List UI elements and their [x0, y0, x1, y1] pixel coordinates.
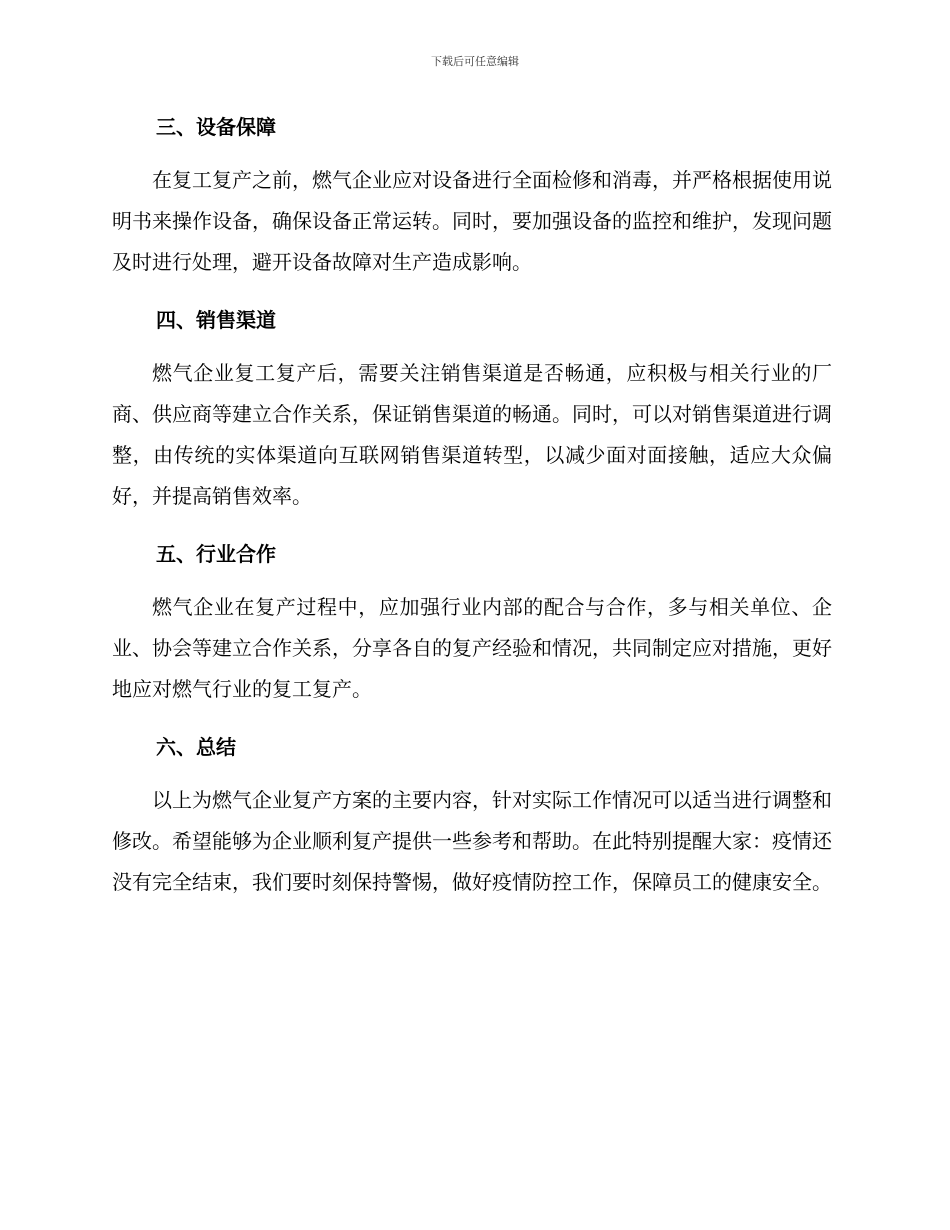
section-paragraph: 燃气企业在复产过程中，应加强行业内部的配合与合作，多与相关单位、企业、协会等建立合作关系，分享各自的复产经验和情况，共同制定应对措施，更好地应对燃气行业的复工复产。 — [112, 595, 832, 701]
section-industry-cooperation — [112, 539, 832, 710]
section-paragraph: 在复工复产之前，燃气企业应对设备进行全面检修和消毒，并严格根据使用说明书来操作设备，确保设备正常运转。同时，要加强设备的监控和维护，发现问题及时进行处理，避开设备故障对生产造成影响。 — [112, 168, 832, 274]
section-sales-channels — [112, 305, 832, 517]
section-heading: 三、设备保障 — [156, 115, 276, 139]
section-equipment — [112, 112, 832, 283]
section-summary — [112, 732, 832, 903]
section-heading: 五、行业合作 — [156, 542, 276, 566]
page-header-note: 下载后可任意编辑 — [431, 55, 519, 68]
section-heading: 六、总结 — [156, 735, 236, 759]
section-paragraph: 燃气企业复工复产后，需要关注销售渠道是否畅通，应积极与相关行业的厂商、供应商等建立合作关系，保证销售渠道的畅通。同时，可以对销售渠道进行调整，由传统的实体渠道向互联网销售渠道转型，以减少面对面接触，适应大众偏好，并提高销售效率。 — [112, 361, 832, 508]
document-body — [112, 112, 832, 925]
section-paragraph: 以上为燃气企业复产方案的主要内容，针对实际工作情况可以适当进行调整和修改。希望能够为企业顺利复产提供一些参考和帮助。在此特别提醒大家：疫情还没有完全结束，我们要时刻保持警惕，做好疫情防控工作，保障员工的健康安全。 — [112, 788, 832, 894]
section-heading: 四、销售渠道 — [156, 308, 276, 332]
